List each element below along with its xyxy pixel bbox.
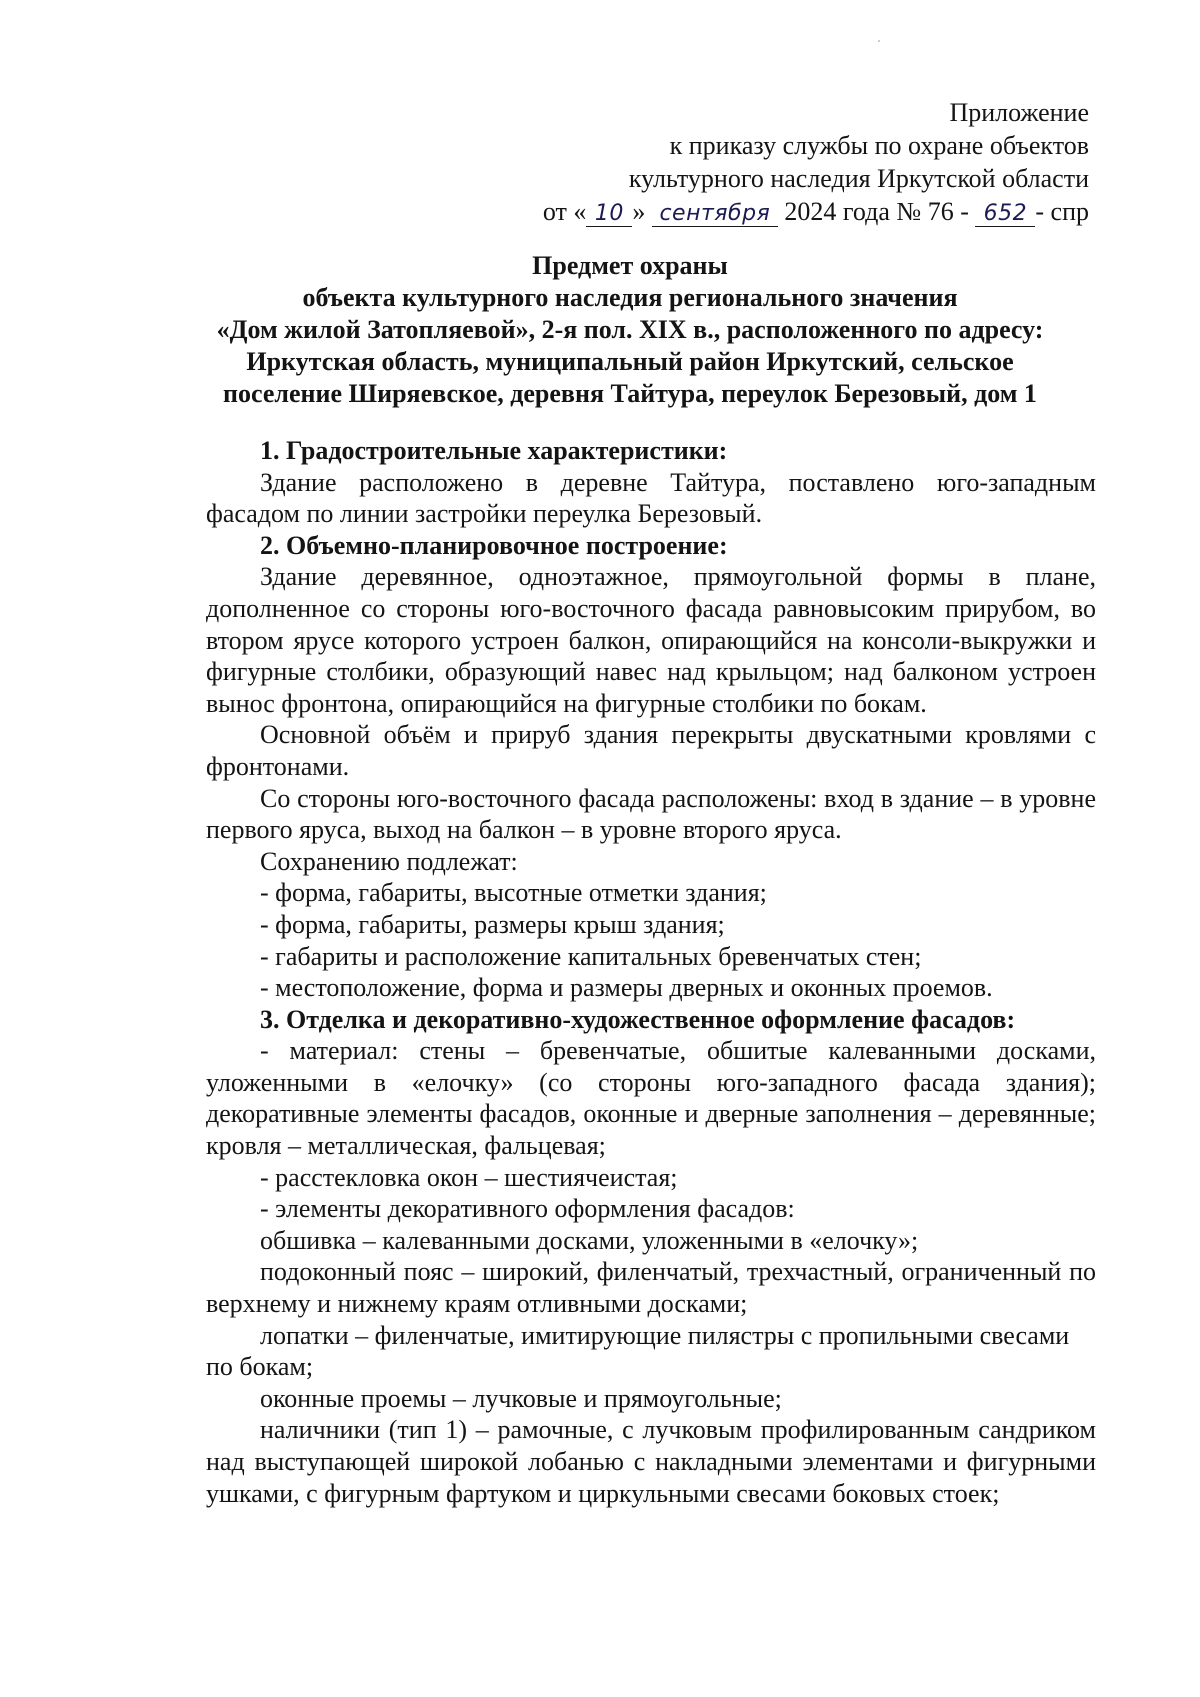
number-field xyxy=(975,200,1035,227)
title-line-2: объекта культурного наследия регионального значения xyxy=(302,283,958,312)
section-3-decor-intro: - элементы декоративного оформления фасадов: xyxy=(260,1194,795,1224)
month-field xyxy=(652,200,778,227)
preservation-item: - форма, габариты, размеры крыш здания; xyxy=(260,909,725,939)
title-line-1: Предмет охраны xyxy=(532,251,728,280)
order-date-line xyxy=(543,195,1089,228)
section-1-heading: 1. Градостроительные характеристики: xyxy=(260,436,728,465)
preservation-item: - форма, габариты, высотные отметки здания; xyxy=(260,878,767,908)
appendix-label: Приложение xyxy=(949,98,1089,127)
preservation-item: - местоположение, форма и размеры дверных и оконных проемов. xyxy=(260,973,993,1003)
section-3-materials: - материал: стены – бревенчатые, обшитые калеванными досками, уложенными в «елочку» (со стороны юго-западного фасада здания); декоративные элементы фасадов, оконные и дверные заполнения – деревянные; кровля – металлическая, фальцевая; xyxy=(206,1036,1096,1161)
section-3-heading: 3. Отделка и декоративно-художественное оформление фасадов: xyxy=(260,1004,1016,1034)
appendix-header xyxy=(543,96,1089,228)
number-suffix: - спр xyxy=(1035,197,1089,226)
order-reference: к приказу службы по охране объектов xyxy=(669,131,1089,160)
issuing-authority: культурного наследия Иркутской области xyxy=(628,164,1089,193)
preservation-intro: Сохранению подлежат: xyxy=(260,846,518,876)
section-3-glazing: - расстекловка окон – шестиячеистая; xyxy=(260,1162,678,1192)
scan-speck xyxy=(878,40,880,42)
section-2-heading: 2. Объемно-планировочное построение: xyxy=(260,530,728,560)
document-body xyxy=(206,435,1096,1509)
section-3-sill-belt: подоконный пояс – широкий, филенчатый, трехчастный, ограниченный по верхнему и нижнему краям отливными досками; xyxy=(206,1257,1096,1319)
section-2-paragraph-2: Основной объём и прируб здания перекрыты двускатными кровлями с фронтонами. xyxy=(206,720,1096,781)
number-handwritten: 652 xyxy=(983,201,1028,226)
title-line-3: «Дом жилой Затопляевой», 2-я пол. XIX в., расположенного по адресу: xyxy=(216,315,1044,344)
day-handwritten: 10 xyxy=(594,201,624,226)
document-title xyxy=(180,250,1080,410)
title-line-5: поселение Ширяевское, деревня Тайтура, переулок Березовый, дом 1 xyxy=(223,379,1037,408)
section-3-pilasters: лопатки – филенчатые, имитирующие пилястры с пропильными свесами по бокам; xyxy=(206,1320,1070,1382)
section-3-cladding: обшивка – калеванными досками, уложенными в «елочку»; xyxy=(260,1225,919,1255)
date-quote-close: » xyxy=(632,197,646,226)
day-field xyxy=(586,200,632,227)
section-3-window-openings: оконные проемы – лучковые и прямоугольные; xyxy=(260,1383,782,1413)
section-2-paragraph-3: Со стороны юго-восточного фасада расположены: вход в здание – в уровне первого яруса, выход на балкон – в уровне второго яруса. xyxy=(206,783,1096,845)
month-handwritten: сентября xyxy=(659,201,771,226)
section-2-paragraph-1: Здание деревянное, одноэтажное, прямоугольной формы в плане, дополненное со стороны юго-восточного фасада равновысоким прирубом, во втором ярусе которого устроен балкон, опирающийся на консоли-выкружки и фигурные столбики, образующий навес над крыльцом; над балконом устроен вынос фронтона, опирающийся на фигурные столбики по бокам. xyxy=(206,562,1096,718)
preservation-item: - габариты и расположение капитальных бревенчатых стен; xyxy=(260,941,922,971)
section-3-window-frames: наличники (тип 1) – рамочные, с лучковым профилированным сандриком над выступающей широкой лобанью с накладными элементами и фигурными ушками, с фигурным фартуком и циркульными свесами боковых стоек; xyxy=(206,1415,1096,1508)
section-1-paragraph: Здание расположено в деревне Тайтура, поставлено юго-западным фасадом по линии застройки переулка Березовый. xyxy=(206,467,1096,529)
date-prefix: от « xyxy=(542,197,587,226)
title-line-4: Иркутская область, муниципальный район Иркутский, сельское xyxy=(246,347,1014,376)
year-and-number-prefix: 2024 года № 76 - xyxy=(784,197,969,226)
